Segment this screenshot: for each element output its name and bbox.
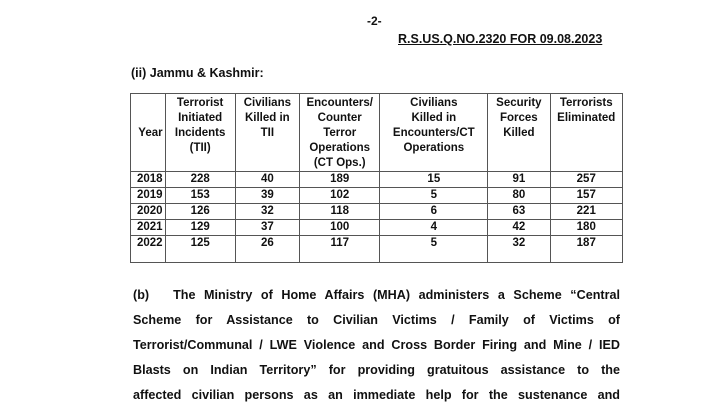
- value-cell: 126: [165, 204, 235, 220]
- value-cell: 129: [165, 220, 235, 236]
- year-cell: 2020: [131, 204, 166, 220]
- value-cell: 4: [380, 220, 488, 236]
- value-cell: 102: [300, 188, 380, 204]
- value-cell: 100: [300, 220, 380, 236]
- value-cell: 257: [550, 172, 623, 188]
- paragraph-line: Scheme for Assistance to Civilian Victims / Family of Victims of: [133, 313, 620, 327]
- paragraph-line: (b) The Ministry of Home Affairs (MHA) administers a Scheme “Central: [133, 288, 620, 302]
- col-header-year: Year: [131, 94, 166, 172]
- value-cell: 153: [165, 188, 235, 204]
- year-cell: 2019: [131, 188, 166, 204]
- value-cell: 221: [550, 204, 623, 220]
- section-title: (ii) Jammu & Kashmir:: [131, 66, 264, 80]
- value-cell: 157: [550, 188, 623, 204]
- value-cell: 5: [380, 188, 488, 204]
- value-cell: 180: [550, 220, 623, 236]
- table-header-row: [131, 94, 623, 172]
- value-cell: 63: [488, 204, 550, 220]
- value-cell: 15: [380, 172, 488, 188]
- value-cell: 6: [380, 204, 488, 220]
- paragraph-line: Terrorist/Communal / LWE Violence and Cross Border Firing and Mine / IED: [133, 338, 620, 352]
- value-cell: 32: [488, 236, 550, 263]
- value-cell: 26: [235, 236, 299, 263]
- value-cell: 91: [488, 172, 550, 188]
- paragraph-label: (b): [133, 288, 150, 302]
- table-row: [131, 220, 623, 236]
- col-header-tii: Terrorist Initiated Incidents (TII): [165, 94, 235, 172]
- jk-statistics-table: [130, 93, 623, 263]
- col-header-ct-ops: Encounters/ Counter Terror Operations (CT Ops.): [300, 94, 380, 172]
- table-row: [131, 236, 623, 263]
- col-header-terrorists-eliminated: Terrorists Eliminated: [550, 94, 623, 172]
- table-row: [131, 172, 623, 188]
- value-cell: 37: [235, 220, 299, 236]
- value-cell: 5: [380, 236, 488, 263]
- value-cell: 32: [235, 204, 299, 220]
- col-header-civilians-killed-tii: Civilians Killed in TII: [235, 94, 299, 172]
- value-cell: 189: [300, 172, 380, 188]
- value-cell: 80: [488, 188, 550, 204]
- value-cell: 42: [488, 220, 550, 236]
- value-cell: 40: [235, 172, 299, 188]
- col-header-civilians-killed-ct: Civilians Killed in Encounters/CT Operations: [380, 94, 488, 172]
- question-reference: R.S.US.Q.NO.2320 FOR 09.08.2023: [398, 32, 603, 46]
- table-row: [131, 204, 623, 220]
- value-cell: 39: [235, 188, 299, 204]
- table-row: [131, 188, 623, 204]
- value-cell: 117: [300, 236, 380, 263]
- year-cell: 2018: [131, 172, 166, 188]
- year-cell: 2021: [131, 220, 166, 236]
- value-cell: 228: [165, 172, 235, 188]
- page-number: -2-: [367, 14, 382, 28]
- paragraph-b: [133, 283, 620, 408]
- value-cell: 187: [550, 236, 623, 263]
- value-cell: 125: [165, 236, 235, 263]
- value-cell: 118: [300, 204, 380, 220]
- year-cell: 2022: [131, 236, 166, 263]
- col-header-sf-killed: Security Forces Killed: [488, 94, 550, 172]
- paragraph-line: affected civilian persons as an immediate help for the sustenance and: [133, 388, 620, 402]
- paragraph-line: Blasts on Indian Territory” for providing gratuitous assistance to the: [133, 363, 620, 377]
